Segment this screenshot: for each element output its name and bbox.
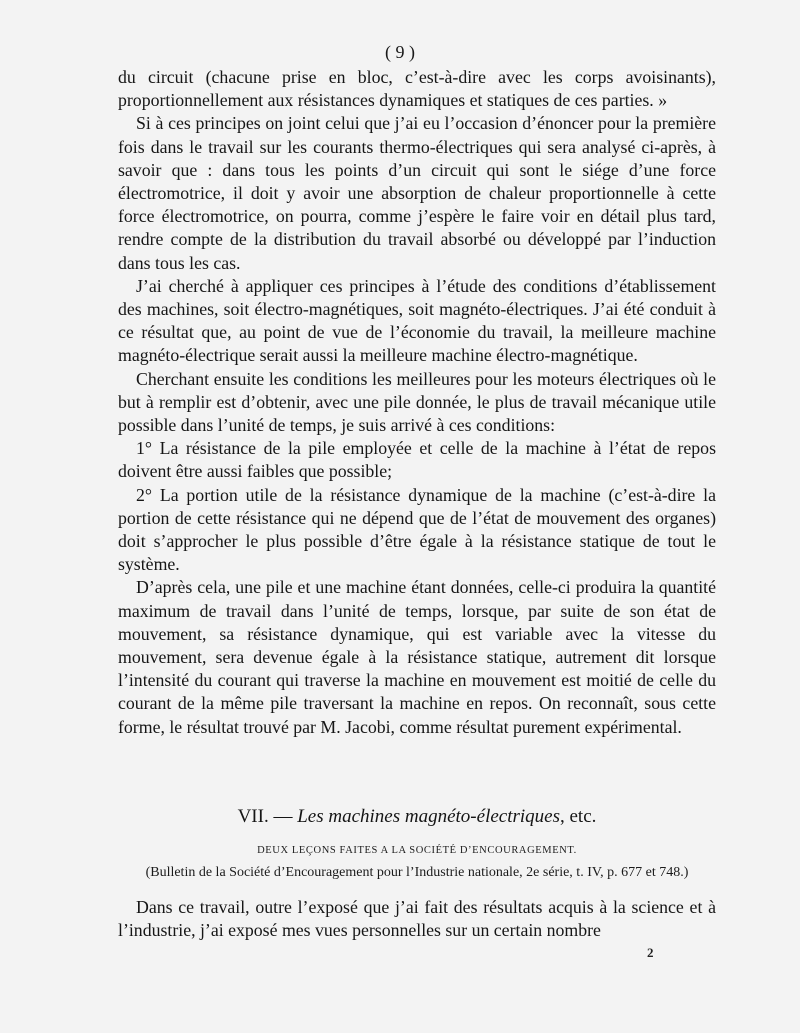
paragraph-1: du circuit (chacune prise en bloc, c’est-à-dire avec les corps avoisinants), proportionnellement aux résistances dynamiques et statiques de ces parties. »	[118, 67, 716, 111]
final-paragraph: Dans ce travail, outre l’exposé que j’ai fait des résultats acquis à la science et à l’industrie, j’ai exposé mes vues personnelles sur un certain nombre	[118, 897, 716, 941]
bulletin-citation: (Bulletin de la Société d’Encouragement pour l’Industrie nationale, 2e série, t. IV, p. 677 et 748.)	[145, 865, 689, 880]
paragraph-6: 2° La portion utile de la résistance dynamique de la machine (c’est-à-dire la portion de cette résistance qui ne dépend que de l’état de mouvement des organes) doit s’approcher le plus possible d’être égale à la résistance statique de tout le système.	[118, 484, 716, 575]
section-number: VII. —	[237, 806, 293, 827]
paragraph-3: J’ai cherché à appliquer ces principes à l’étude des conditions d’établissement des machines, soit électro-magnétiques, soit magnéto-électriques. J’ai été conduit à ce résultat que, au point de vue de l’économie du travail, la meilleure machine magnéto-électrique serait aussi la meilleure machine électro-magnétique.	[118, 275, 716, 366]
final-text	[118, 896, 716, 942]
section-subheading: DEUX LEÇONS FAITES A LA SOCIÉTÉ D’ENCOURAGEMENT.	[257, 845, 577, 856]
paragraph-2: Si à ces principes on joint celui que j’ai eu l’occasion d’énoncer pour la première fois dans le travail sur les courants thermo-électriques qui sera analysé ci-après, à savoir que : dans tous les points d’un circuit qui sont le siége d’une force électromotrice, il doit y avoir une absorption de chaleur proportionnelle à cette force électromotrice, on pourra, comme j’espère le faire voir en détail plus tard, rendre compte de la distribution du travail absorbé ou développé par l’induction dans tous les cas.	[118, 113, 716, 273]
page-number: ( 9 )	[385, 42, 415, 62]
section-heading	[118, 806, 716, 828]
paragraph-5: 1° La résistance de la pile employée et celle de la machine à l’état de repos doivent être aussi faibles que possible;	[118, 438, 716, 482]
section-suffix: , etc.	[560, 806, 597, 827]
body-text	[118, 66, 716, 739]
paragraph-4: Cherchant ensuite les conditions les meilleures pour les moteurs électriques où le but à remplir est d’obtenir, avec une pile donnée, le plus de travail mécanique utile possible dans l’unité de temps, je suis arrivé à ces conditions:	[118, 368, 716, 436]
paragraph-7: D’après cela, une pile et une machine étant données, celle-ci produira la quantité maximum de travail dans l’unité de temps, lorsque, par suite de son état de mouvement, sa résistance dynamique, qui est variable avec la vitesse du mouvement, sera devenue égale à la résistance statique, autrement dit lorsque l’intensité du courant qui traverse la machine en mouvement est moitié de celle du courant de la même pile traversant la machine en repos. On reconnaît, sous cette forme, le résultat trouvé par M. Jacobi, comme résultat purement expérimental.	[118, 577, 716, 737]
signature-mark: 2	[647, 945, 654, 960]
section-title: Les machines magnéto-électriques	[297, 806, 560, 827]
